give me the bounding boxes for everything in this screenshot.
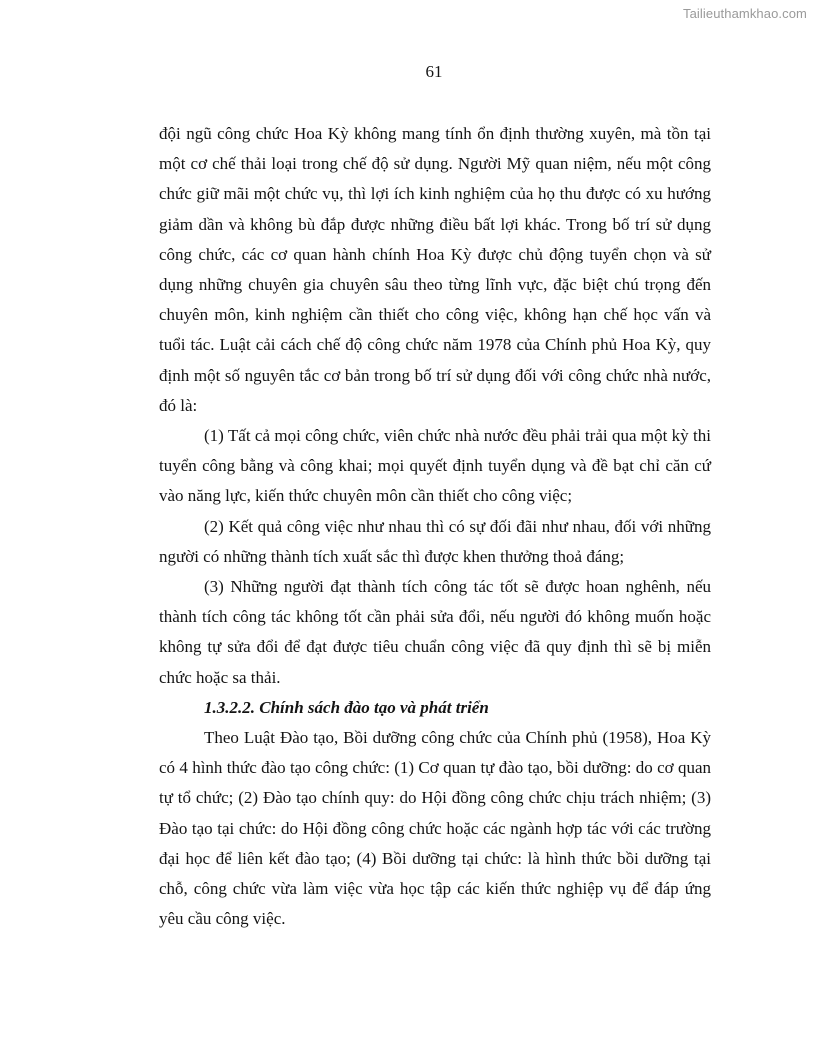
paragraph-continuation: đội ngũ công chức Hoa Kỳ không mang tính ổn định thường xuyên, mà tồn tại một cơ chế thải loại trong chế độ sử dụng. Người Mỹ quan niệm, nếu một công chức giữ mãi một chức vụ, thì lợi ích kinh nghiệm của họ thu được có xu hướng giảm dần và không bù đắp được những điều bất lợi khác. Trong bố trí sử dụng công chức, các cơ quan hành chính Hoa Kỳ được chủ động tuyển chọn và sử dụng những chuyên gia chuyên sâu theo từng lĩnh vực, đặc biệt chú trọng đến chuyên môn, kinh nghiệm cần thiết cho công việc, không hạn chế học vấn và tuổi tác. Luật cải cách chế độ công chức năm 1978 của Chính phủ Hoa Kỳ, quy định một số nguyên tắc cơ bản trong bố trí sử dụng đối với công chức nhà nước, đó là:	[159, 124, 711, 415]
paragraph-principle-2: (2) Kết quả công việc như nhau thì có sự đối đãi như nhau, đối với những người có những thành tích xuất sắc thì được khen thưởng thoả đáng;	[159, 516, 711, 566]
paragraph-principle-3: (3) Những người đạt thành tích công tác tốt sẽ được hoan nghênh, nếu thành tích công tác không tốt cần phải sửa đổi, nếu người đó không muốn hoặc không tự sửa đổi để đạt được tiêu chuẩn công việc đã quy định thì sẽ bị miễn chức hoặc sa thải.	[159, 577, 711, 687]
page-number: 61	[425, 62, 443, 81]
paragraph-principle-1: (1) Tất cả mọi công chức, viên chức nhà nước đều phải trải qua một kỳ thi tuyển công bằng và công khai; mọi quyết định tuyển dụng và đề bạt chỉ căn cứ vào năng lực, kiến thức chuyên môn cần thiết cho công việc;	[159, 426, 711, 506]
document-body	[159, 119, 711, 934]
section-heading: 1.3.2.2. Chính sách đào tạo và phát triển	[204, 697, 489, 717]
paragraph-training: Theo Luật Đào tạo, Bồi dưỡng công chức của Chính phủ (1958), Hoa Kỳ có 4 hình thức đào tạo công chức: (1) Cơ quan tự đào tạo, bồi dưỡng: do cơ quan tự tổ chức; (2) Đào tạo chính quy: do Hội đồng công chức chịu trách nhiệm; (3) Đào tạo tại chức: do Hội đồng công chức hoặc các ngành hợp tác với các trường đại học để liên kết đào tạo; (4) Bồi dưỡng tại chức: là hình thức bồi dưỡng tại chỗ, công chức vừa làm việc vừa học tập các kiến thức nghiệp vụ để đáp ứng yêu cầu công việc.	[159, 728, 711, 929]
watermark-text: Tailieuthamkhao.com	[682, 6, 807, 21]
